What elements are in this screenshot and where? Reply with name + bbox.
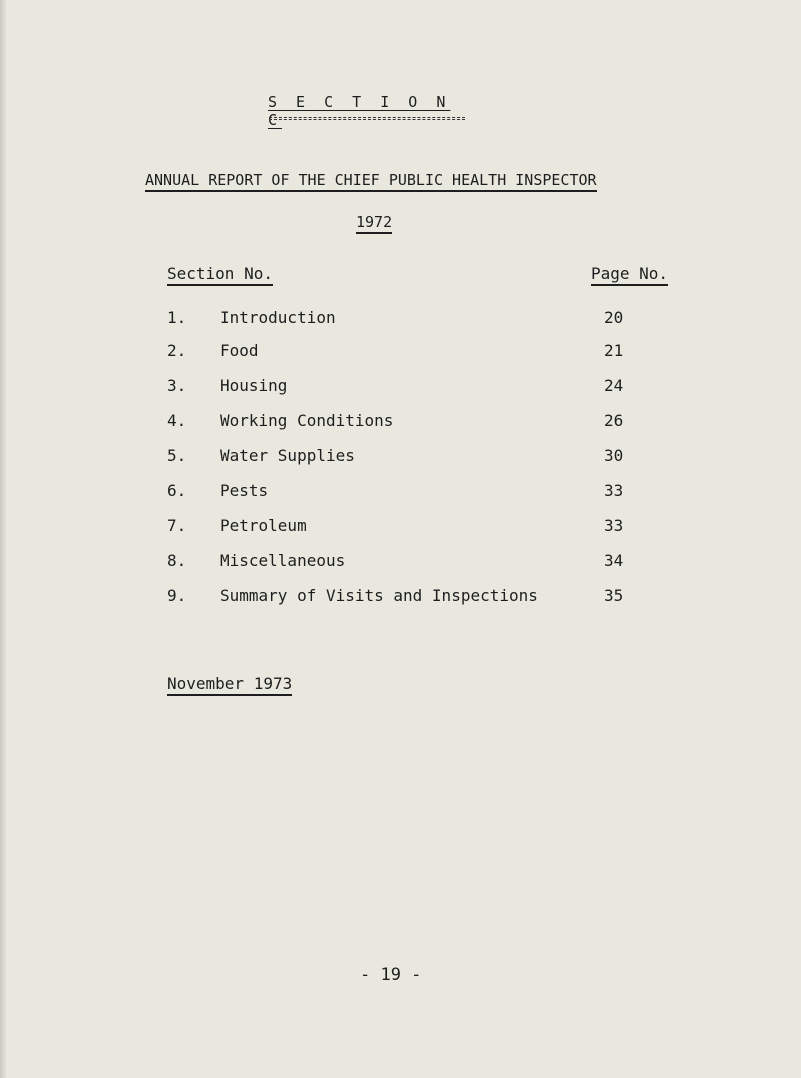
contents-row-title: Pests (220, 481, 269, 500)
contents-row (0, 341, 801, 363)
report-date: November 1973 (167, 674, 292, 696)
contents-row (0, 481, 801, 503)
contents-row-number: 8. (167, 551, 187, 570)
contents-row-title: Housing (220, 376, 288, 395)
page-number-header: Page No. (591, 264, 668, 286)
contents-row-number: 9. (167, 586, 187, 605)
contents-row (0, 376, 801, 398)
contents-row-page: 20 (604, 308, 624, 327)
page-edge-shadow (0, 0, 6, 1078)
contents-row (0, 308, 801, 330)
contents-row-number: 3. (167, 376, 187, 395)
contents-row (0, 446, 801, 468)
contents-row-number: 1. (167, 308, 187, 327)
contents-row-page: 33 (604, 481, 624, 500)
contents-row-title: Water Supplies (220, 446, 355, 465)
contents-row-number: 5. (167, 446, 187, 465)
contents-row (0, 551, 801, 573)
section-number-header: Section No. (167, 264, 273, 286)
contents-row-page: 30 (604, 446, 624, 465)
contents-row-page: 35 (604, 586, 624, 605)
contents-row-title: Introduction (220, 308, 336, 327)
contents-row-number: 6. (167, 481, 187, 500)
contents-row (0, 516, 801, 538)
contents-row-title: Working Conditions (220, 411, 394, 430)
contents-row-page: 34 (604, 551, 624, 570)
contents-row-page: 21 (604, 341, 624, 360)
section-heading: S E C T I O N C (268, 93, 451, 129)
contents-row-page: 24 (604, 376, 624, 395)
contents-row-page: 33 (604, 516, 624, 535)
contents-row (0, 586, 801, 608)
section-heading-double-rule (269, 117, 465, 120)
contents-row-title: Miscellaneous (220, 551, 346, 570)
contents-row-number: 4. (167, 411, 187, 430)
report-title: ANNUAL REPORT OF THE CHIEF PUBLIC HEALTH INSPECTOR (145, 171, 597, 192)
contents-row (0, 411, 801, 433)
report-year: 1972 (356, 213, 392, 234)
contents-row-number: 2. (167, 341, 187, 360)
contents-row-page: 26 (604, 411, 624, 430)
contents-row-number: 7. (167, 516, 187, 535)
contents-row-title: Food (220, 341, 259, 360)
page-number: - 19 - (360, 965, 422, 985)
contents-row-title: Petroleum (220, 516, 307, 535)
contents-row-title: Summary of Visits and Inspections (220, 586, 538, 605)
